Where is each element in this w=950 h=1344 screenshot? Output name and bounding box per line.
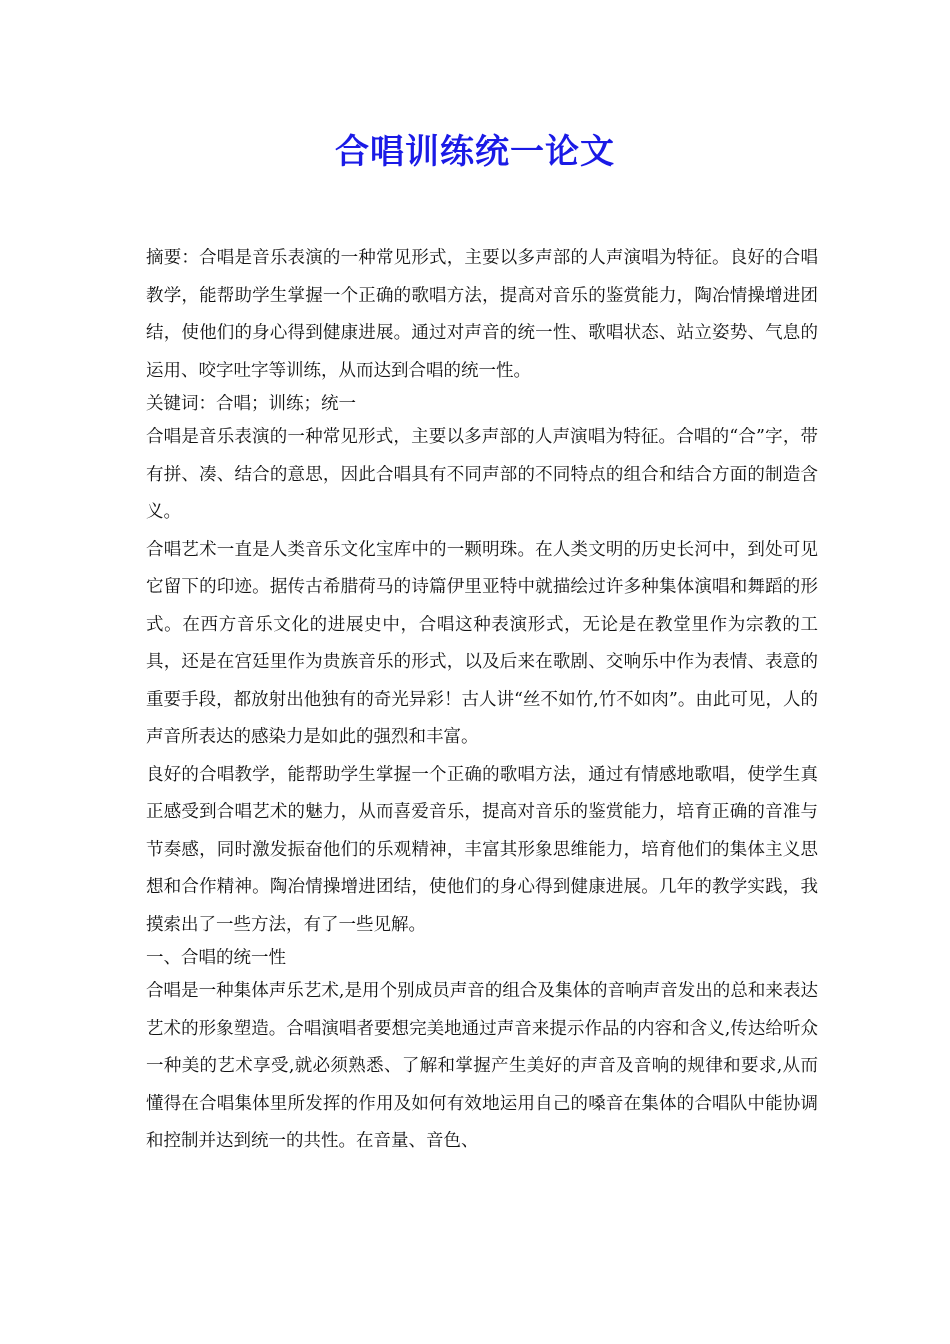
body-paragraph-1: 合唱是音乐表演的一种常见形式，主要以多声部的人声演唱为特征。合唱的“合”字，带有拼、凑、结合的意思，因此合唱具有不同声部的不同特点的组合和结合方面的制造含义。: [146, 427, 818, 522]
keywords-line: 关键词：合唱；训练；统一: [146, 394, 356, 414]
abstract-paragraph: 摘要：合唱是音乐表演的一种常见形式，主要以多声部的人声演唱为特征。良好的合唱教学，能帮助学生掌握一个正确的歌唱方法，提高对音乐的鉴赏能力，陶冶情操增进团结，使他们的身心得到健康进展。通过对声音的统一性、歌唱状态、站立姿势、气息的运用、咬字吐字等训练，从而达到合唱的统一性。: [146, 248, 818, 381]
section-paragraph: 合唱是一种集体声乐艺术,是用个别成员声音的组合及集体的音响声音发出的总和来表达艺术的形象塑造。合唱演唱者要想完美地通过声音来提示作品的内容和含义,传达给听众一种美的艺术享受,就必须熟悉、了解和掌握产生美好的声音及音响的规律和要求,从而懂得在合唱集体里所发挥的作用及如何有效地运用自己的嗓音在集体的合唱队中能协调和控制并达到统一的共性。在音量、音色、: [146, 981, 818, 1151]
document-body: [146, 240, 818, 1161]
document-title: 合唱训练统一论文: [335, 132, 615, 172]
body-paragraph-2: 合唱艺术一直是人类音乐文化宝库中的一颗明珠。在人类文明的历史长河中，到处可见它留下的印迹。据传古希腊荷马的诗篇伊里亚特中就描绘过许多种集体演唱和舞蹈的形式。在西方音乐文化的进展史中，合唱这种表演形式，无论是在教堂里作为宗教的工具，还是在宫廷里作为贵族音乐的形式，以及后来在歌剧、交响乐中作为表情、表意的重要手段，都放射出他独有的奇光异彩！古人讲“丝不如竹,竹不如肉”。由此可见，人的声音所表达的感染力是如此的强烈和丰富。: [146, 539, 818, 747]
section-heading: 一、合唱的统一性: [146, 948, 286, 968]
body-paragraph-3: 良好的合唱教学，能帮助学生掌握一个正确的歌唱方法，通过有情感地歌唱，使学生真正感受到合唱艺术的魅力，从而喜爱音乐，提高对音乐的鉴赏能力，培育正确的音准与节奏感，同时激发振奋他们的乐观精神，丰富其形象思维能力，培育他们的集体主义思想和合作精神。陶冶情操增进团结，使他们的身心得到健康进展。几年的教学实践，我摸索出了一些方法，有了一些见解。: [146, 764, 818, 935]
